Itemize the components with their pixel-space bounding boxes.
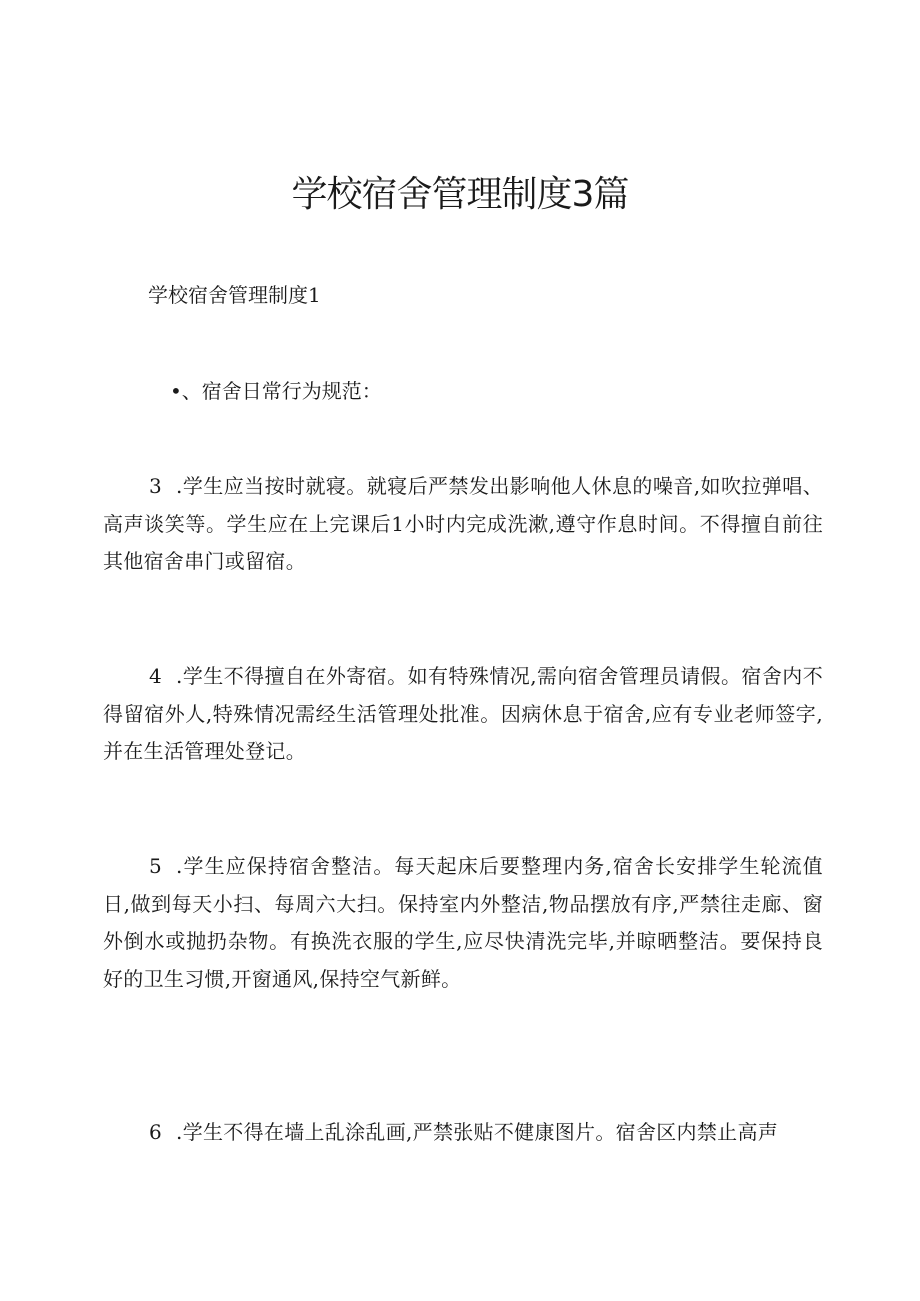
paragraph-6	[103, 1114, 823, 1152]
paragraph-number: 6	[149, 1120, 163, 1144]
paragraph-number: 5	[149, 854, 163, 878]
document-title: 学校宿舍管理制度3篇	[291, 174, 629, 215]
paragraph-text: .学生应保持宿舍整洁。每天起床后要整理内务,宿舍长安排学生轮流值日,做到每天小扫、每周六大扫。保持室内外整洁,物品摆放有序,严禁往走廊、窗外倒水或抛扔杂物。有换洗衣服的学生,应尽快清洗完毕,并晾晒整洁。要保持良好的卫生习惯,开窗通风,保持空气新鲜。	[103, 854, 823, 991]
paragraph-5	[103, 848, 823, 998]
paragraph-number: 3	[149, 474, 163, 498]
paragraph-text: .学生不得在墙上乱涂乱画,严禁张贴不健康图片。宿舍区内禁止高声	[176, 1120, 779, 1144]
paragraph-number: 4	[149, 664, 163, 688]
section-heading: •、宿舍日常行为规范：	[170, 379, 382, 403]
paragraph-text: .学生应当按时就寝。就寝后严禁发出影响他人休息的噪音,如吹拉弹唱、高声谈笑等。学生应在上完课后1小时内完成洗漱,遵守作息时间。不得擅自前往其他宿舍串门或留宿。	[103, 474, 823, 573]
document-subtitle: 学校宿舍管理制度1	[148, 283, 321, 307]
paragraph-text: .学生不得擅自在外寄宿。如有特殊情况,需向宿舍管理员请假。宿舍内不得留宿外人,特殊情况需经生活管理处批准。因病休息于宿舍,应有专业老师签字,并在生活管理处登记。	[103, 664, 823, 763]
paragraph-3	[103, 468, 823, 581]
paragraph-4	[103, 658, 823, 771]
